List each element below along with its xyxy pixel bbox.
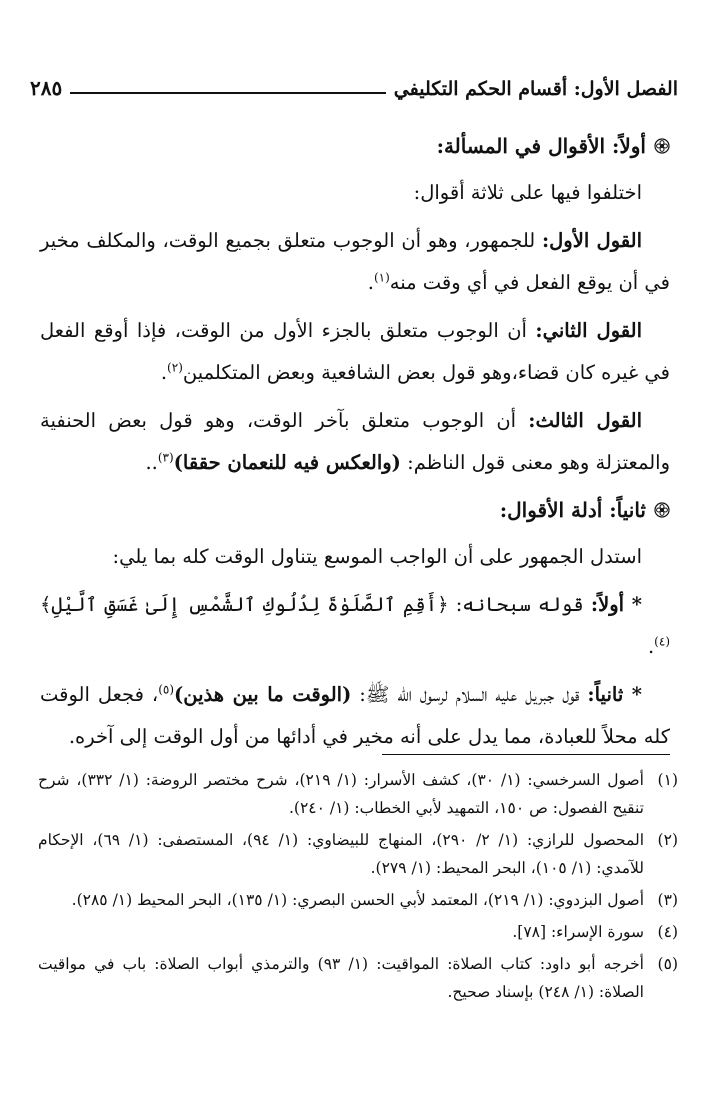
opinion-text: أن الوجوب متعلق بالجزء الأول من الوقت، فإذا أوقع الفعل في غيره كان قضاء،وهو قول بعض الشافعية وبعض المتكلمين bbox=[40, 319, 670, 384]
paragraph-opinion-1 bbox=[40, 220, 670, 304]
poem-quote: (والعكس فيه للنعمان حققا) bbox=[173, 451, 401, 474]
paragraph-evidence-intro bbox=[40, 536, 670, 578]
footnote-number: (٤) bbox=[657, 923, 678, 941]
page-number: ٢٨٥ bbox=[30, 76, 63, 100]
paragraph-evidence-1 bbox=[40, 584, 670, 668]
header-rule bbox=[70, 92, 386, 94]
punctuation: . bbox=[160, 361, 168, 384]
footnote-item bbox=[38, 886, 678, 914]
intro-text: استدل الجمهور على أن الواجب الموسع يتناول الوقت كله بما يلي: bbox=[112, 545, 642, 568]
section-heading-opinions bbox=[40, 134, 670, 158]
opinion-text: أن الوجوب متعلق بآخر الوقت، وهو قول بعض الحنفية والمعتزلة وهو معنى قول الناظم: bbox=[40, 409, 670, 474]
punctuation: . bbox=[647, 635, 655, 658]
footnote-item bbox=[38, 826, 678, 882]
punctuation: .. bbox=[145, 451, 158, 474]
main-text bbox=[40, 124, 670, 764]
footnote-ref: (٥) bbox=[158, 682, 175, 697]
opinion-text: للجمهور، وهو أن الوجوب متعلق بجميع الوقت، والمكلف مخير في أن يوقع الفعل في أي وقت منه bbox=[40, 229, 670, 294]
footnote-item bbox=[38, 766, 678, 822]
running-header bbox=[30, 66, 678, 100]
evidence-label: * ثانياً: bbox=[587, 683, 642, 706]
heading-text: ثانياً: أدلة الأقوال: bbox=[499, 498, 646, 522]
opinion-label: القول الثاني: bbox=[535, 319, 642, 342]
footnote-number: (٢) bbox=[657, 831, 678, 849]
paragraph-opinion-3 bbox=[40, 400, 670, 484]
footnotes bbox=[38, 766, 678, 1010]
punctuation: . bbox=[367, 271, 374, 294]
evidence-text: قوله سبحانه: bbox=[448, 593, 591, 616]
flower-ornament-icon bbox=[654, 138, 670, 154]
footnote-item bbox=[38, 918, 678, 946]
evidence-text: قول جبريل عليه السلام لرسول الله ﷺ: bbox=[351, 683, 588, 706]
footnote-text: المحصول للرازي: (١/ ٢/ ٢٩٠)، المنهاج للبيضاوي: (١/ ٩٤)، المستصفى: (١/ ٦٩)، الإحكام للآمدي: (١/ ١٠٥)، البحر المحيط: (١/ ٢٧٩). bbox=[38, 831, 645, 877]
section-heading-evidence bbox=[40, 498, 670, 522]
paragraph-opinion-2 bbox=[40, 310, 670, 394]
evidence-label: * أولاً: bbox=[590, 593, 642, 616]
intro-text: اختلفوا فيها على ثلاثة أقوال: bbox=[413, 181, 642, 204]
footnote-ref: (٣) bbox=[157, 450, 174, 465]
footnote-ref: (٢) bbox=[167, 360, 183, 375]
footnote-item bbox=[38, 950, 678, 1006]
footnote-number: (١) bbox=[657, 771, 678, 789]
flower-ornament-icon bbox=[654, 502, 670, 518]
footnote-text: سورة الإسراء: [٧٨]. bbox=[512, 923, 644, 941]
footnote-text: أخرجه أبو داود: كتاب الصلاة: المواقيت: (١/ ٩٣) والترمذي أبواب الصلاة: باب في مواقيت الصلاة: (١/ ٢٤٨) بإسناد صحيح. bbox=[38, 955, 644, 1001]
chapter-title: الفصل الأول: أقسام الحكم التكليفي bbox=[393, 78, 678, 100]
footnote-separator bbox=[382, 754, 670, 755]
paragraph-intro bbox=[40, 172, 670, 214]
hadith-quote: (الوقت ما بين هذين) bbox=[174, 683, 352, 706]
footnote-ref: (٤) bbox=[654, 634, 670, 649]
footnote-ref: (١) bbox=[373, 270, 390, 285]
footnote-number: (٣) bbox=[657, 891, 678, 909]
heading-text: أولاً: الأقوال في المسألة: bbox=[436, 134, 646, 158]
evidence-text-continued: ، فجعل الوقت كله محلاً للعبادة، مما يدل على أنه مخير في أدائها من أول الوقت إلى آخره. bbox=[40, 683, 670, 748]
paragraph-evidence-2 bbox=[40, 674, 670, 758]
opinion-label: القول الثالث: bbox=[528, 409, 642, 432]
footnote-text: أصول السرخسي: (١/ ٣٠)، كشف الأسرار: (١/ ٢١٩)، شرح مختصر الروضة: (١/ ٣٣٢)، شرح تنقيح الفصول: ص ١٥٠، التمهيد لأبي الخطاب: (١/ ٢٤٠). bbox=[38, 771, 644, 817]
opinion-label: القول الأول: bbox=[541, 229, 642, 252]
footnote-text: أصول البزدوي: (١/ ٢١٩)، المعتمد لأبي الحسن البصري: (١/ ١٣٥)، البحر المحيط (١/ ٢٨٥). bbox=[71, 891, 644, 909]
footnote-number: (٥) bbox=[657, 955, 678, 973]
quran-verse: ﴿أَقِمِ ٱلصَّلَوٰةَ لِدُلُوكِ ٱلشَّمْسِ إِلَىٰ غَسَقِ ٱلَّيْلِ﴾ bbox=[40, 593, 449, 616]
